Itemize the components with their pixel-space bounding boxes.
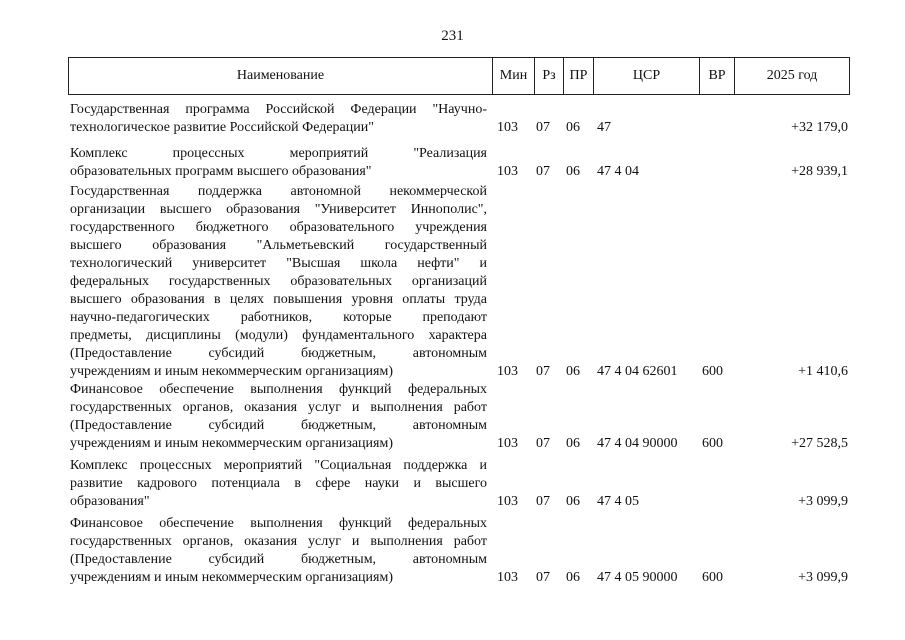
row-vr: 600 [702,364,723,379]
row-name-line: организации высшего образования "Университет Иннополис", [70,202,487,217]
row-name-line: Государственная поддержка автономной некоммерческой [70,184,487,199]
row-name [70,515,487,587]
row-name-line: образовательных программ высшего образования" [70,164,372,179]
row-name-line: государственных органов, оказания услуг и выполнения работ [70,400,487,415]
row-vr: 600 [702,436,723,451]
row-amount: +1 410,6 [798,364,848,379]
row-name-line: Комплекс процессных мероприятий "Социальная поддержка и [70,458,487,473]
row-name-line: Финансовое обеспечение выполнения функций федеральных [70,382,487,397]
table-row [0,101,905,137]
row-name-line: технологический университет "Высшая школа нефти" и [70,256,487,271]
table-row [0,183,905,381]
table-row [0,515,905,587]
row-min: 103 [497,120,518,135]
row-name [70,457,487,511]
row-csr: 47 4 05 [597,494,639,509]
row-pr: 06 [566,364,580,379]
row-amount: +32 179,0 [791,120,848,135]
row-csr: 47 4 04 [597,164,639,179]
header-vr: ВР [699,58,734,94]
row-rz: 07 [536,570,550,585]
row-name-line: (Предоставление субсидий бюджетным, автономным [70,552,487,567]
row-name-line: технологическое развитие Российской Федерации" [70,120,374,135]
row-rz: 07 [536,364,550,379]
row-name-line: федеральных государственных образовательных организаций [70,274,487,289]
row-pr: 06 [566,494,580,509]
row-pr: 06 [566,436,580,451]
row-name [70,101,487,137]
row-name-line: учреждениям и иным некоммерческим организациям) [70,570,394,585]
row-amount: +27 528,5 [791,436,848,451]
header-csr: ЦСР [593,58,699,94]
row-name-line: (Предоставление субсидий бюджетным, автономным [70,418,487,433]
row-name [70,381,487,453]
row-rz: 07 [536,494,550,509]
row-name-line: предметы, дисциплины (модули) фундаментального характера [70,328,487,343]
row-amount: +28 939,1 [791,164,848,179]
row-min: 103 [497,494,518,509]
row-name-line: Государственная программа Российской Федерации "Научно- [70,102,487,117]
row-name-line: образования" [70,494,150,509]
row-min: 103 [497,364,518,379]
table-header [68,57,850,95]
row-name-line: высшего образования "Альметьевский государственный [70,238,487,253]
row-name-line: развитие кадрового потенциала в сфере науки и высшего [70,476,487,491]
row-amount: +3 099,9 [798,570,848,585]
row-name-line: государственного бюджетного образовательного учреждения [70,220,487,235]
page-number: 231 [441,28,464,44]
row-rz: 07 [536,164,550,179]
row-csr: 47 [597,120,611,135]
row-vr: 600 [702,570,723,585]
row-min: 103 [497,164,518,179]
table-row [0,457,905,511]
row-name-line: учреждениям и иным некоммерческим организациям) [70,364,394,379]
row-csr: 47 4 04 62601 [597,364,678,379]
row-name-line: учреждениям и иным некоммерческим организациям) [70,436,394,451]
header-pr: ПР [563,58,593,94]
row-rz: 07 [536,120,550,135]
row-rz: 07 [536,436,550,451]
header-year: 2025 год [734,58,849,94]
row-csr: 47 4 05 90000 [597,570,678,585]
row-name-line: Финансовое обеспечение выполнения функций федеральных [70,516,487,531]
row-name [70,145,487,181]
row-csr: 47 4 04 90000 [597,436,678,451]
header-name: Наименование [236,68,325,83]
row-pr: 06 [566,120,580,135]
table-row [0,381,905,453]
row-name-line: высшего образования в целях повышения уровня оплаты труда [70,292,487,307]
row-name [70,183,487,381]
header-rz: Рз [534,58,563,94]
row-min: 103 [497,570,518,585]
row-name-line: Комплекс процессных мероприятий "Реализация [70,146,487,161]
row-amount: +3 099,9 [798,494,848,509]
row-name-line: государственных органов, оказания услуг и выполнения работ [70,534,487,549]
row-pr: 06 [566,164,580,179]
row-pr: 06 [566,570,580,585]
table-row [0,145,905,181]
row-name-line: научно-педагогических работников, которые преподают [70,310,487,325]
row-name-line: (Предоставление субсидий бюджетным, автономным [70,346,487,361]
header-min: Мин [492,58,534,94]
row-min: 103 [497,436,518,451]
